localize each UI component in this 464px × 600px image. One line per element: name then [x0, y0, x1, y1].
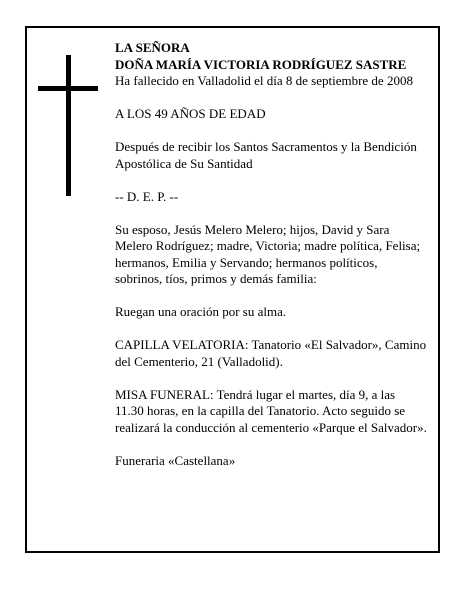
- funeral-home-line: Funeraria «Castellana»: [115, 452, 236, 468]
- funeral-mass-paragraph: MISA FUNERAL: Tendrá lugar el martes, día 9, a las 11.30 horas, en la capilla del Tanatorio. Acto seguido se realizará la conducción al cementerio «Parque el Salvador».: [115, 386, 427, 435]
- obituary-text: [115, 40, 427, 469]
- age-line: A LOS 49 AÑOS DE EDAD: [115, 106, 266, 121]
- sacraments-line: Después de recibir los Santos Sacramentos y la Bendición Apostólica de Su Santidad: [115, 139, 417, 171]
- death-info: Ha fallecido en Valladolid el día 8 de septiembre de 2008: [115, 73, 413, 88]
- family-paragraph: Su esposo, Jesús Melero Melero; hijos, David y Sara Melero Rodríguez; madre, Victoria; madre política, Felisa; hermanos, Emilia y Servando; hermanos políticos, sobrinos, tíos, primos y demás familia:: [115, 221, 421, 286]
- notice-title-line-1: LA SEÑORA: [115, 40, 190, 55]
- prayer-line: Ruegan una oración por su alma.: [115, 304, 287, 319]
- cross-vertical-bar: [66, 55, 71, 196]
- chapel-paragraph: CAPILLA VELATORIA: Tanatorio «El Salvador», Camino del Cementerio, 21 (Valladolid).: [115, 337, 427, 369]
- deceased-name: DOÑA MARÍA VICTORIA RODRÍGUEZ SASTRE: [115, 56, 407, 72]
- cross-horizontal-bar: [38, 86, 98, 91]
- rip-line: -- D. E. P. --: [115, 188, 179, 204]
